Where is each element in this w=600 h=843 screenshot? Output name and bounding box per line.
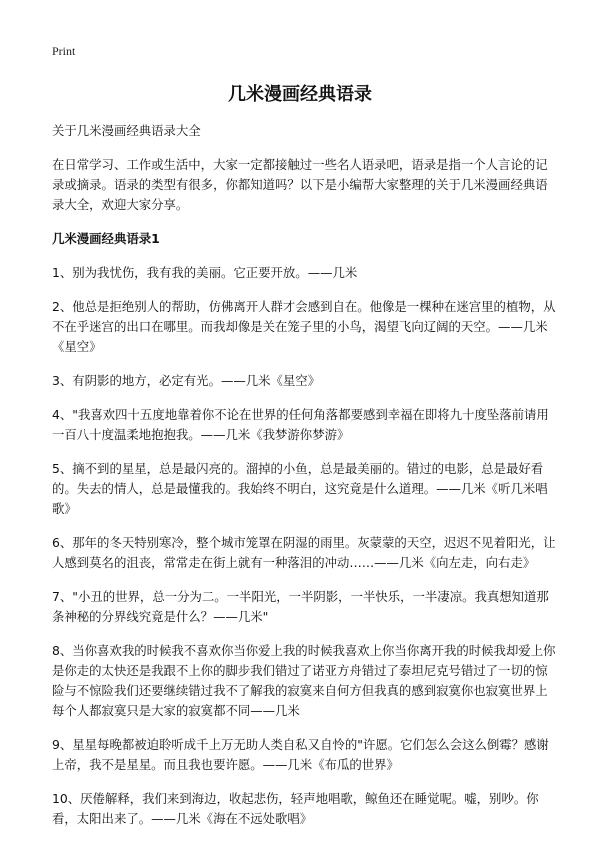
print-label: Print xyxy=(52,44,76,58)
intro-paragraph: 在日常学习、工作或生活中，大家一定都接触过一些名人语录吧，语录是指一个人言论的记录或摘录。语录的类型有很多，你都知道吗？以下是小编帮大家整理的关于几米漫画经典语录大全，欢迎大家分享。 xyxy=(52,157,548,212)
quote-item: 9、星星每晚都被迫聆听成千上万无助人类自私又自怜的"许愿。它们怎么会这么倒霉？感谢上帝，我不是星星。而且我也要许愿。——几米《布瓜的世界》 xyxy=(52,737,549,772)
quote-item: 1、别为我忧伤，我有我的美丽。它正要开放。——几米 xyxy=(52,265,358,280)
quote-item: 5、摘不到的星星，总是最闪亮的。溜掉的小鱼，总是最美丽的。错过的电影，总是最好看的。失去的情人，总是最懂我的。我始终不明白，这究竟是什么道理。——几米《听几米唱歌》 xyxy=(52,461,548,516)
quote-item: 6、那年的冬天特别寒冷，整个城市笼罩在阴湿的雨里。灰蒙蒙的天空，迟迟不见着阳光，让人感到莫名的沮丧，常常走在街上就有一种落泪的冲动……——几米《向左走，向右走》 xyxy=(52,535,556,570)
document-body xyxy=(52,121,556,843)
quote-item: 4、"我喜欢四十五度地靠着你不论在世界的任何角落都要感到幸福在即将九十度坠落前请用一百八十度温柔地抱抱我。——几米《我梦游你梦游》 xyxy=(52,407,549,442)
quote-item: 8、当你喜欢我的时候我不喜欢你当你爱上我的时候我喜欢上你当你离开我的时候我却爱上你是你走的太快还是我跟不上你的脚步我们错过了诺亚方舟错过了泰坦尼克号错过了一切的惊险与不惊险我们还要继续错过我不了解我的寂寞来自何方但我真的感到寂寞你也寂寞世界上每个人都寂寞只是大家的寂寞都不同——几米 xyxy=(52,643,556,718)
quote-item: 3、有阴影的地方，必定有光。——几米《星空》 xyxy=(52,373,321,388)
quote-item: 10、厌倦解释，我们来到海边，收起悲伤，轻声地唱歌，鲸鱼还在睡觉呢。嘘，别吵。你看，太阳出来了。——几米《海在不远处歌唱》 xyxy=(52,791,539,826)
section-heading: 几米漫画经典语录1 xyxy=(52,231,160,246)
quote-item: 2、他总是拒绝别人的帮助，仿佛离开人群才会感到自在。他像是一棵种在迷宫里的植物，从不在乎迷宫的出口在哪里。而我却像是关在笼子里的小鸟，渴望飞向辽阔的天空。——几米《星空》 xyxy=(52,299,556,354)
page-title: 几米漫画经典语录 xyxy=(228,84,372,105)
quote-item: 7、"小丑的世界，总一分为二。一半阳光，一半阴影，一半快乐，一半凄凉。我真想知道那条神秘的分界线究竟是什么？——几米" xyxy=(52,589,549,624)
document-subtitle: 关于几米漫画经典语录大全 xyxy=(52,123,201,138)
